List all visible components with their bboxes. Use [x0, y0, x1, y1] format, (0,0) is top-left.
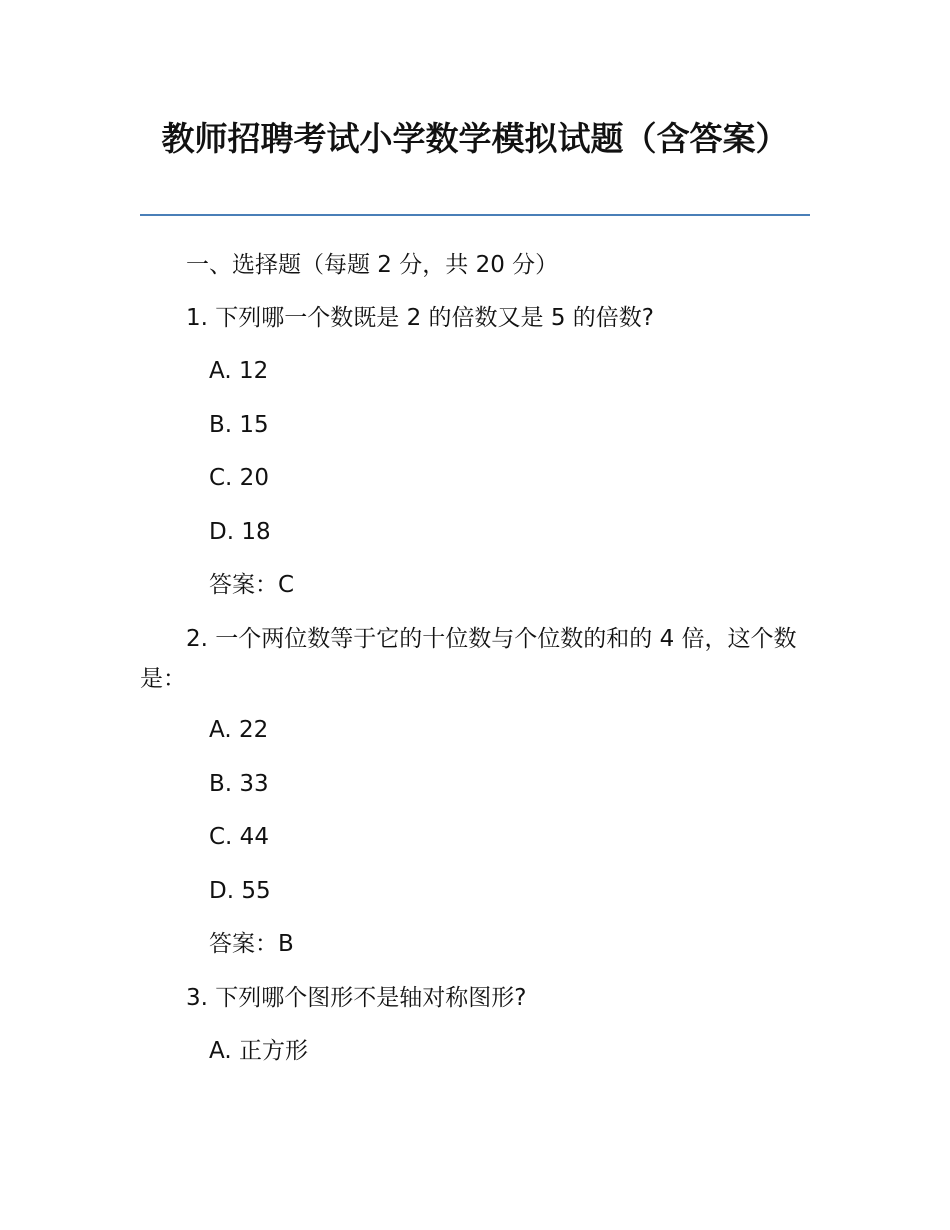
- question-2-answer: 答案：B: [209, 931, 294, 957]
- question-2-option-b: B. 33: [209, 771, 269, 797]
- question-3-stem: 3. 下列哪个图形不是轴对称图形?: [186, 985, 527, 1011]
- question-1-answer: 答案：C: [209, 572, 295, 598]
- document-title: 教师招聘考试小学数学模拟试题（含答案）: [161, 119, 789, 158]
- question-2-option-c: C. 44: [209, 824, 269, 850]
- question-1-option-c: C. 20: [209, 465, 269, 491]
- title-divider: [140, 214, 810, 216]
- question-1-option-d: D. 18: [209, 519, 271, 545]
- section-heading: 一、选择题（每题 2 分，共 20 分）: [186, 252, 559, 278]
- question-2-stem: 2. 一个两位数等于它的十位数与个位数的和的 4 倍，这个数是：: [140, 626, 797, 692]
- question-2-option-d: D. 55: [209, 878, 271, 904]
- question-2-option-a: A. 22: [209, 717, 269, 743]
- question-1-stem: 1. 下列哪一个数既是 2 的倍数又是 5 的倍数?: [186, 305, 654, 331]
- question-3-option-a: A. 正方形: [209, 1038, 308, 1064]
- question-1-option-b: B. 15: [209, 412, 269, 438]
- question-1-option-a: A. 12: [209, 358, 269, 384]
